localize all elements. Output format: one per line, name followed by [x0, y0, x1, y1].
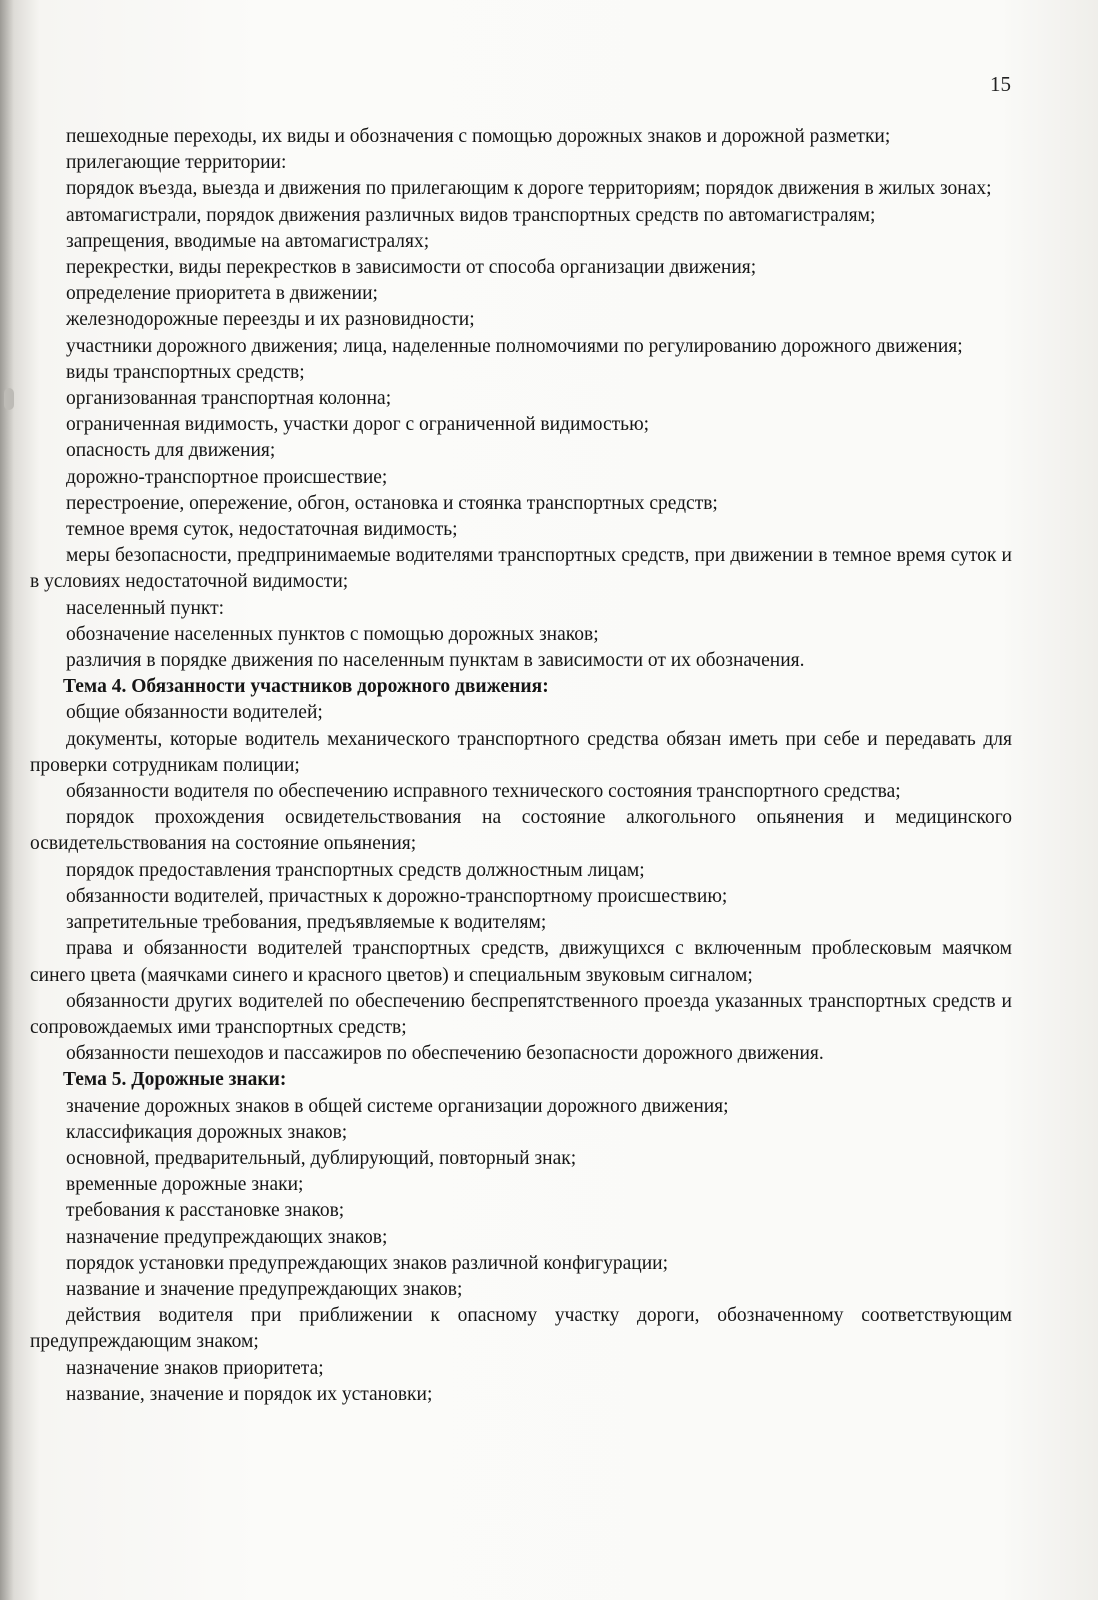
- list-item: участники дорожного движения; лица, наделенные полномочиями по регулированию дорожного движения;: [66, 335, 963, 357]
- list-item: перестроение, опережение, обгон, остановка и стоянка транспортных средств;: [66, 492, 718, 514]
- list-item: документы, которые водитель механического транспортного средства обязан иметь при себе и передавать для проверки сотрудникам полиции;: [30, 728, 1012, 776]
- list-item: перекрестки, виды перекрестков в зависимости от способа организации движения;: [66, 257, 757, 279]
- list-item: классификация дорожных знаков;: [66, 1121, 348, 1143]
- list-item: действия водителя при приближении к опасному участку дороги, обозначенному соответствующим предупреждающим знаком;: [30, 1305, 1012, 1353]
- list-item: организованная транспортная колонна;: [66, 388, 392, 410]
- list-item: пешеходные переходы, их виды и обозначения с помощью дорожных знаков и дорожной разметки;: [66, 126, 891, 147]
- list-item: обозначение населенных пунктов с помощью дорожных знаков;: [66, 623, 599, 645]
- list-item: темное время суток, недостаточная видимость;: [66, 519, 458, 541]
- list-item: порядок предоставления транспортных средств должностным лицам;: [66, 859, 645, 881]
- list-item: права и обязанности водителей транспортных средств, движущихся с включенным проблесковым маячком синего цвета (маячками синего и красного цветов) и специальным звуковым сигналом;: [30, 938, 1012, 986]
- list-item: обязанности пешеходов и пассажиров по обеспечению безопасности дорожного движения.: [66, 1043, 824, 1065]
- list-item: определение приоритета в движении;: [66, 283, 378, 305]
- list-item: порядок прохождения освидетельствования на состояние алкогольного опьянения и медицинского освидетельствования на состояние опьянения;: [30, 807, 1012, 855]
- list-item: общие обязанности водителей;: [66, 702, 323, 724]
- list-item: порядок въезда, выезда и движения по прилегающим к дороге территориям; порядок движения в жилых зонах;: [66, 178, 992, 200]
- section-heading: Тема 5. Дорожные знаки:: [63, 1069, 287, 1091]
- list-item: требования к расстановке знаков;: [66, 1200, 345, 1222]
- list-item: дорожно-транспортное происшествие;: [66, 466, 388, 488]
- list-item: запрещения, вводимые на автомагистралях;: [66, 230, 430, 252]
- list-item: опасность для движения;: [66, 440, 276, 462]
- list-item: название, значение и порядок их установки;: [66, 1383, 433, 1405]
- list-item: населенный пункт:: [66, 597, 225, 619]
- list-item: обязанности водителя по обеспечению исправного технического состояния транспортного средства;: [66, 781, 901, 803]
- list-item: железнодорожные переезды и их разновидности;: [66, 309, 475, 331]
- list-item: название и значение предупреждающих знаков;: [66, 1278, 463, 1300]
- list-item: обязанности других водителей по обеспечению беспрепятственного проезда указанных транспортных средств и сопровождаемых ими транспортных средств;: [30, 990, 1012, 1038]
- list-item: прилегающие территории:: [66, 152, 287, 174]
- list-item: временные дорожные знаки;: [66, 1174, 304, 1196]
- list-item: запретительные требования, предъявляемые к водителям;: [66, 912, 547, 934]
- section-heading: Тема 4. Обязанности участников дорожного движения:: [63, 676, 549, 698]
- page-number: 15: [990, 72, 1011, 96]
- list-item: назначение знаков приоритета;: [66, 1357, 324, 1379]
- list-item: автомагистрали, порядок движения различных видов транспортных средств по автомагистралям;: [66, 204, 876, 226]
- list-item: виды транспортных средств;: [66, 361, 305, 383]
- list-item: порядок установки предупреждающих знаков различной конфигурации;: [66, 1252, 669, 1274]
- list-item: обязанности водителей, причастных к дорожно-транспортному происшествию;: [66, 885, 728, 907]
- binder-hole: [4, 388, 14, 410]
- list-item: различия в порядке движения по населенным пунктам в зависимости от их обозначения.: [66, 650, 805, 672]
- list-item: меры безопасности, предпринимаемые водителями транспортных средств, при движении в темное время суток и в условиях недостаточной видимости;: [30, 545, 1012, 593]
- list-item: ограниченная видимость, участки дорог с ограниченной видимостью;: [66, 414, 650, 436]
- list-item: основной, предварительный, дублирующий, повторный знак;: [66, 1147, 577, 1169]
- list-item: значение дорожных знаков в общей системе организации дорожного движения;: [66, 1095, 729, 1117]
- list-item: назначение предупреждающих знаков;: [66, 1226, 388, 1248]
- document-body: [30, 124, 1012, 1408]
